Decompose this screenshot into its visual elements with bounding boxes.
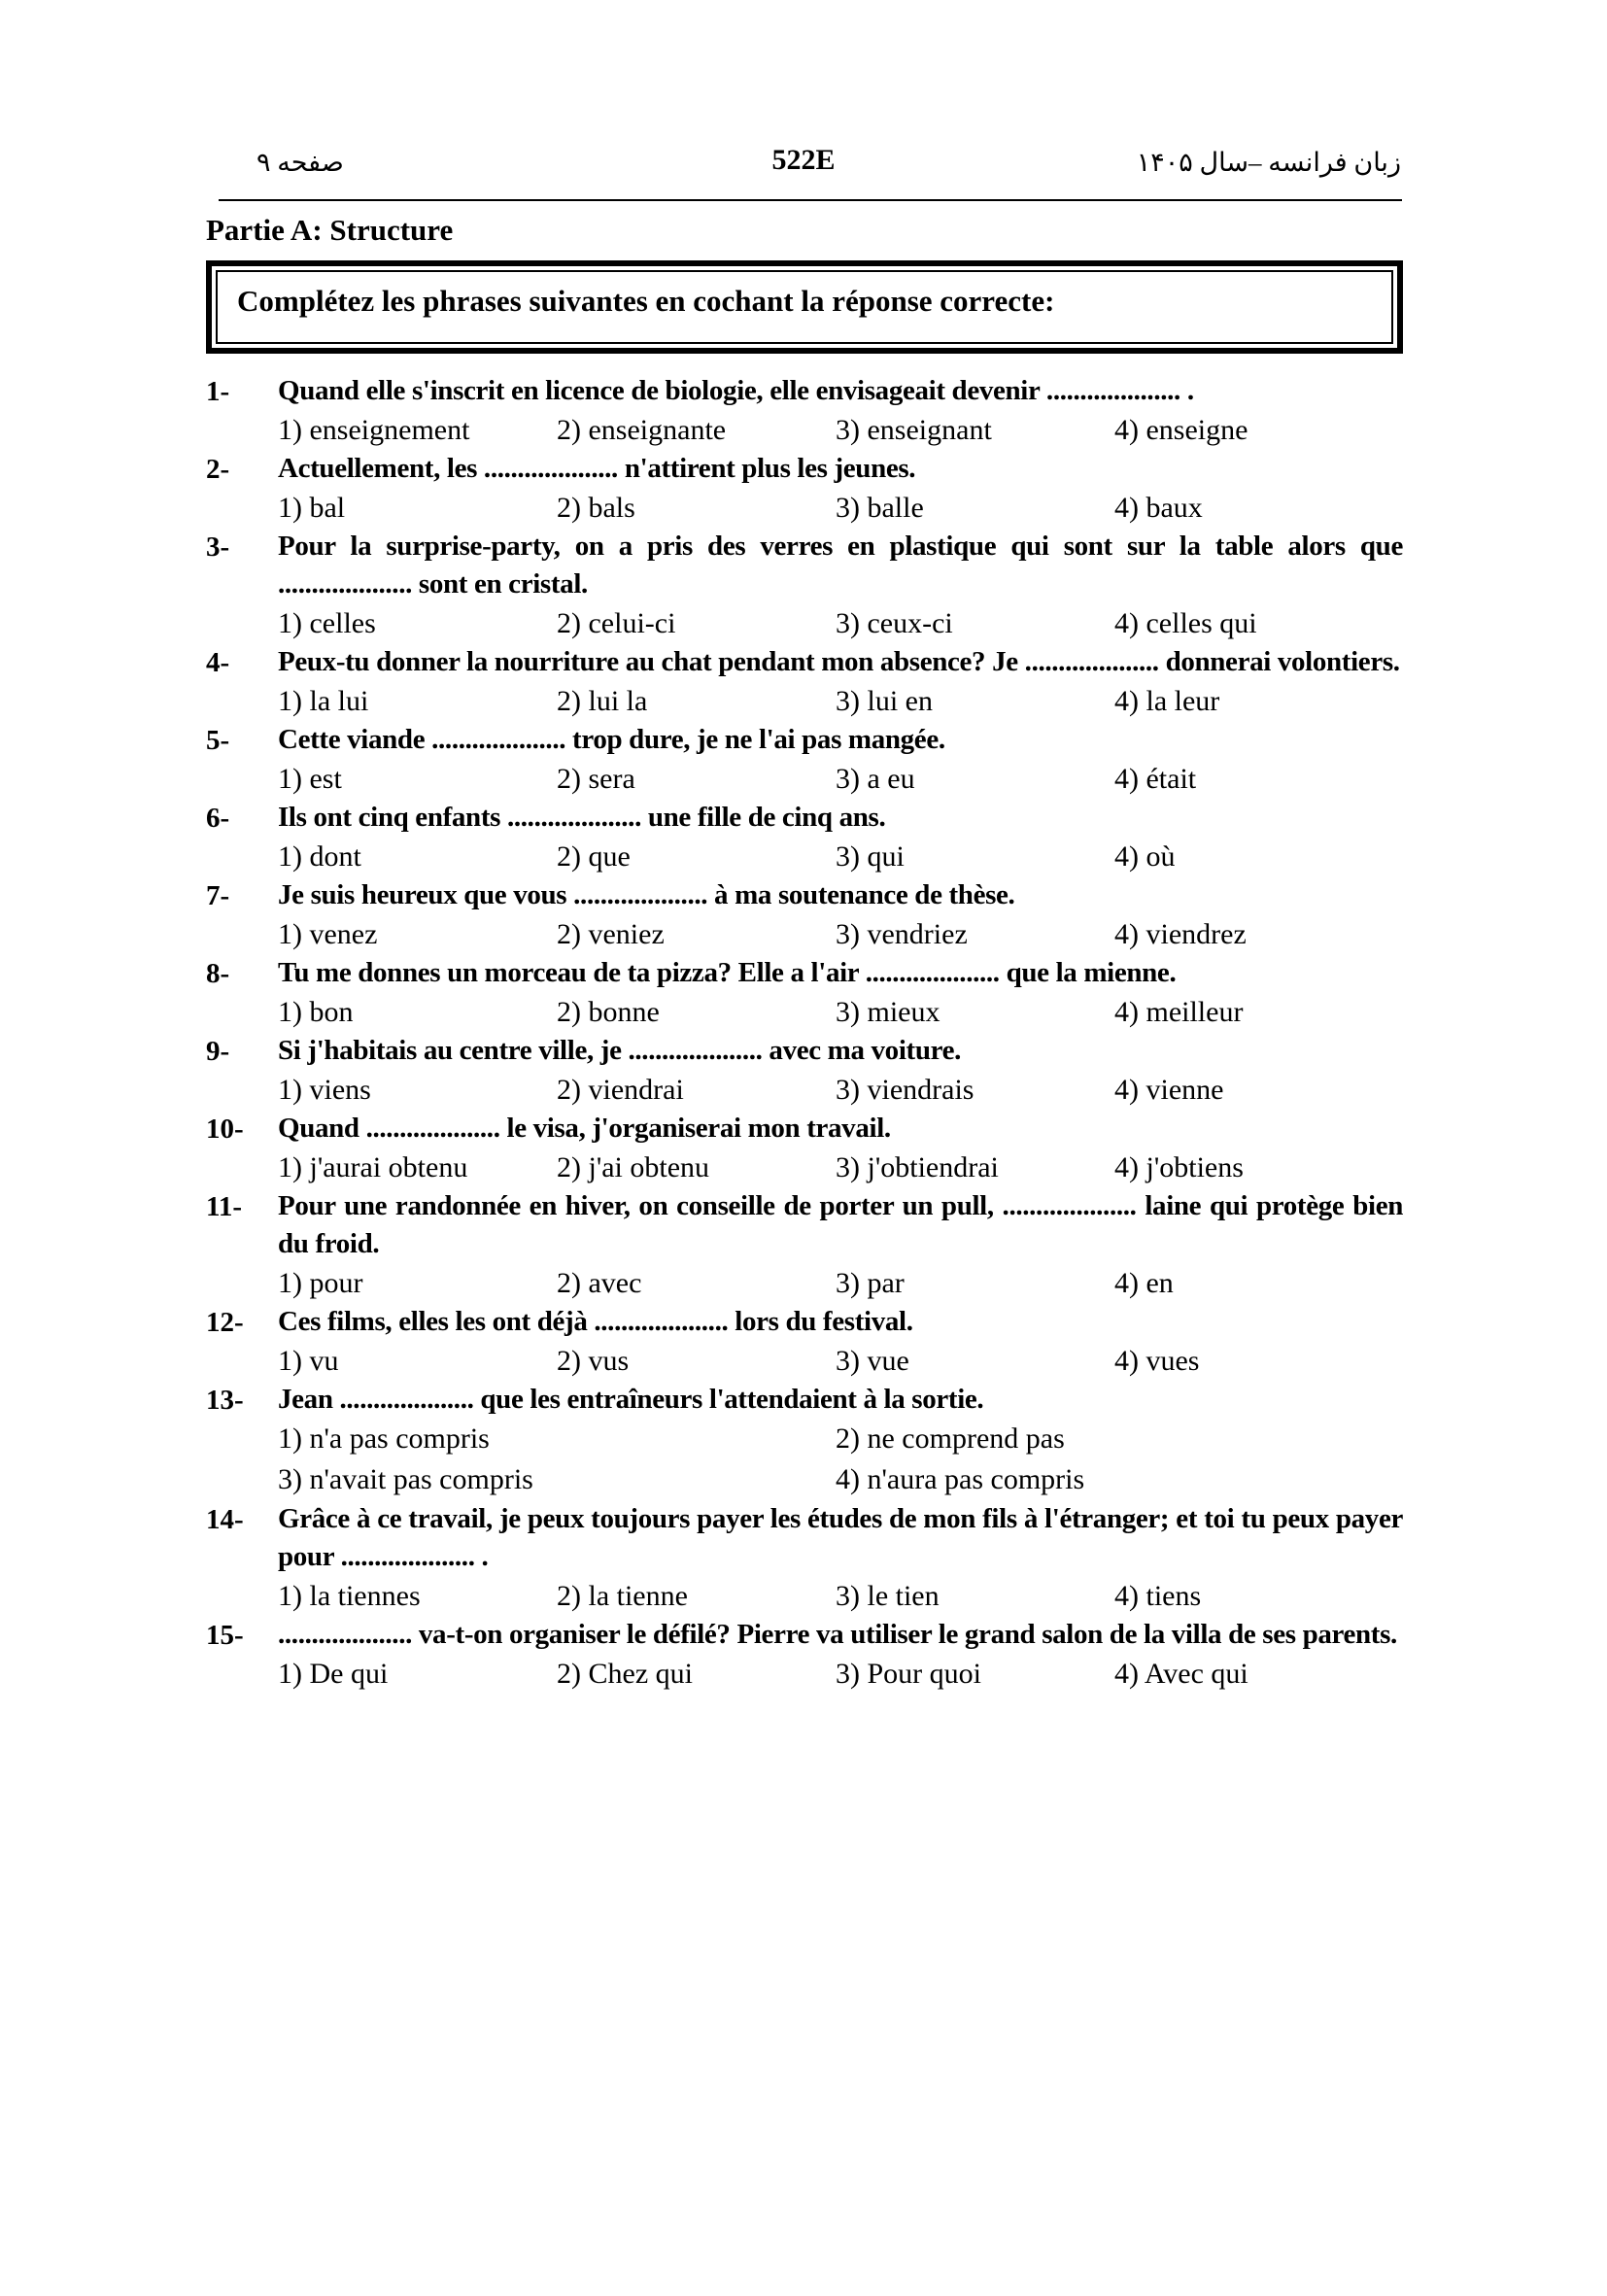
option-4[interactable]: 4) n'aura pas compris (836, 1463, 1085, 1495)
question-text: Pour la surprise-party, on a pris des verres en plastique qui sont sur la table alors que .................... sont en cristal. (278, 531, 1403, 600)
option-4[interactable]: 4) enseigne (1114, 414, 1248, 446)
options-row (278, 914, 1403, 954)
option-3[interactable]: 3) lui en (836, 685, 933, 717)
question-number: 13- (206, 1385, 244, 1416)
options-row (278, 603, 1403, 643)
question-text: Je suis heureux que vous .................... à ma soutenance de thèse. (278, 879, 1015, 910)
question-1 (206, 372, 1403, 450)
question-7 (206, 876, 1403, 954)
question-list (206, 372, 1403, 1694)
question-15 (206, 1616, 1403, 1694)
option-1[interactable]: 1) est (278, 763, 342, 795)
question-number: 4- (206, 647, 230, 678)
question-10 (206, 1110, 1403, 1187)
option-1[interactable]: 1) pour (278, 1267, 363, 1299)
question-number: 8- (206, 958, 230, 989)
options-row (278, 1263, 1403, 1303)
option-4[interactable]: 4) en (1114, 1267, 1174, 1299)
option-3[interactable]: 3) mieux (836, 996, 940, 1028)
question-text: Quand elle s'inscrit en licence de biologie, elle envisageait devenir .................... . (278, 375, 1194, 406)
option-4[interactable]: 4) viendrez (1114, 918, 1247, 950)
option-4[interactable]: 4) Avec qui (1114, 1658, 1248, 1690)
option-3[interactable]: 3) j'obtiendrai (836, 1151, 999, 1183)
option-4[interactable]: 4) était (1114, 763, 1197, 795)
option-2[interactable]: 2) sera (557, 763, 635, 795)
question-number: 5- (206, 725, 230, 756)
option-4[interactable]: 4) vienne (1114, 1074, 1224, 1106)
question-number: 6- (206, 803, 230, 834)
option-2[interactable]: 2) j'ai obtenu (557, 1151, 710, 1183)
question-text: Cette viande .................... trop dure, je ne l'ai pas mangée. (278, 724, 945, 755)
option-2[interactable]: 2) vus (557, 1345, 630, 1377)
question-8 (206, 954, 1403, 1032)
question-text: Jean .................... que les entraîneurs l'attendaient à la sortie. (278, 1384, 984, 1415)
options-row (278, 1341, 1403, 1381)
option-2[interactable]: 2) lui la (557, 685, 648, 717)
option-2[interactable]: 2) viendrai (557, 1074, 684, 1106)
option-2[interactable]: 2) ne comprend pas (836, 1422, 1065, 1455)
question-text: Actuellement, les .................... n'attirent plus les jeunes. (278, 453, 916, 484)
question-13 (206, 1381, 1403, 1500)
question-number: 2- (206, 454, 230, 485)
question-text: Peux-tu donner la nourriture au chat pendant mon absence? Je .................... donnerai volontiers. (278, 646, 1400, 677)
options-row (278, 1148, 1403, 1187)
options-row (278, 992, 1403, 1032)
options-grid (278, 1419, 1403, 1500)
page-number: صفحه ۹ (256, 148, 344, 177)
question-number: 9- (206, 1036, 230, 1067)
option-3[interactable]: 3) balle (836, 492, 924, 524)
option-1[interactable]: 1) bal (278, 492, 346, 524)
options-row (278, 837, 1403, 876)
question-text: Pour une randonnée en hiver, on conseille de porter un pull, .................... laine qui protège bien du froid. (278, 1190, 1403, 1259)
options-row (278, 681, 1403, 721)
option-4[interactable]: 4) meilleur (1114, 996, 1244, 1028)
option-3[interactable]: 3) par (836, 1267, 905, 1299)
options-row (278, 1654, 1403, 1694)
question-number: 12- (206, 1307, 244, 1338)
option-1[interactable]: 1) viens (278, 1074, 371, 1106)
options-row (278, 1576, 1403, 1616)
instruction-text: Complétez les phrases suivantes en cochant la réponse correcte: (237, 284, 1055, 318)
option-4[interactable]: 4) celles qui (1114, 607, 1257, 639)
option-2[interactable]: 2) enseignante (557, 414, 727, 446)
option-1[interactable]: 1) la tiennes (278, 1580, 421, 1612)
option-2[interactable]: 2) avec (557, 1267, 642, 1299)
options-row (278, 1070, 1403, 1110)
question-12 (206, 1303, 1403, 1381)
options-row (278, 410, 1403, 450)
question-number: 7- (206, 880, 230, 911)
page-header (206, 142, 1401, 190)
option-1[interactable]: 1) vu (278, 1345, 339, 1377)
booklet-code: 522E (771, 144, 836, 176)
option-3[interactable]: 3) qui (836, 840, 905, 873)
option-4[interactable]: 4) baux (1114, 492, 1203, 524)
option-3[interactable]: 3) ceux-ci (836, 607, 953, 639)
option-4[interactable]: 4) j'obtiens (1114, 1151, 1244, 1183)
question-number: 3- (206, 531, 230, 563)
option-3[interactable]: 3) enseignant (836, 414, 992, 446)
question-3 (206, 528, 1403, 643)
option-2[interactable]: 2) Chez qui (557, 1658, 693, 1690)
option-3[interactable]: 3) n'avait pas compris (278, 1463, 533, 1495)
question-number: 10- (206, 1114, 244, 1145)
option-4[interactable]: 4) la leur (1114, 685, 1220, 717)
question-text: Grâce à ce travail, je peux toujours payer les études de mon fils à l'étranger; et toi tu peux payer pour .................... . (278, 1503, 1403, 1572)
option-1[interactable]: 1) n'a pas compris (278, 1422, 490, 1455)
option-4[interactable]: 4) où (1114, 840, 1176, 873)
question-number: 1- (206, 376, 230, 407)
option-4[interactable]: 4) tiens (1114, 1580, 1202, 1612)
option-1[interactable]: 1) la lui (278, 685, 369, 717)
option-2[interactable]: 2) bonne (557, 996, 660, 1028)
question-5 (206, 721, 1403, 799)
question-4 (206, 643, 1403, 721)
options-row (278, 488, 1403, 528)
options-row (278, 759, 1403, 799)
option-3[interactable]: 3) Pour quoi (836, 1658, 981, 1690)
question-number: 14- (206, 1504, 244, 1535)
option-4[interactable]: 4) vues (1114, 1345, 1200, 1377)
option-3[interactable]: 3) le tien (836, 1580, 940, 1612)
option-3[interactable]: 3) a eu (836, 763, 915, 795)
option-2[interactable]: 2) la tienne (557, 1580, 688, 1612)
question-text: Ils ont cinq enfants .................... une fille de cinq ans. (278, 802, 886, 833)
question-9 (206, 1032, 1403, 1110)
question-11 (206, 1187, 1403, 1303)
question-text: Si j'habitais au centre ville, je .................... avec ma voiture. (278, 1035, 962, 1066)
option-1[interactable]: 1) venez (278, 918, 378, 950)
option-2[interactable]: 2) que (557, 840, 631, 873)
option-3[interactable]: 3) viendrais (836, 1074, 974, 1106)
question-2 (206, 450, 1403, 528)
question-number: 11- (206, 1191, 243, 1222)
instruction-box (206, 260, 1403, 354)
question-6 (206, 799, 1403, 876)
option-3[interactable]: 3) vue (836, 1345, 909, 1377)
question-text: .................... va-t-on organiser le défilé? Pierre va utiliser le grand salon de la villa de ses parents. (278, 1619, 1397, 1650)
question-text: Quand .................... le visa, j'organiserai mon travail. (278, 1113, 891, 1144)
exam-title: زبان فرانسه –سال ۱۴۰۵ (1136, 148, 1401, 177)
question-text: Tu me donnes un morceau de ta pizza? Elle a l'air .................... que la mienne. (278, 957, 1177, 988)
question-text: Ces films, elles les ont déjà .................... lors du festival. (278, 1306, 913, 1337)
option-1[interactable]: 1) celles (278, 607, 376, 639)
option-2[interactable]: 2) veniez (557, 918, 665, 950)
option-2[interactable]: 2) bals (557, 492, 635, 524)
option-1[interactable]: 1) j'aurai obtenu (278, 1151, 468, 1183)
part-title: Partie A: Structure (206, 213, 454, 247)
option-1[interactable]: 1) bon (278, 996, 354, 1028)
option-1[interactable]: 1) enseignement (278, 414, 470, 446)
question-number: 15- (206, 1620, 244, 1651)
option-1[interactable]: 1) dont (278, 840, 361, 873)
header-rule (219, 199, 1402, 201)
option-3[interactable]: 3) vendriez (836, 918, 968, 950)
option-2[interactable]: 2) celui-ci (557, 607, 676, 639)
question-14 (206, 1500, 1403, 1616)
option-1[interactable]: 1) De qui (278, 1658, 389, 1690)
